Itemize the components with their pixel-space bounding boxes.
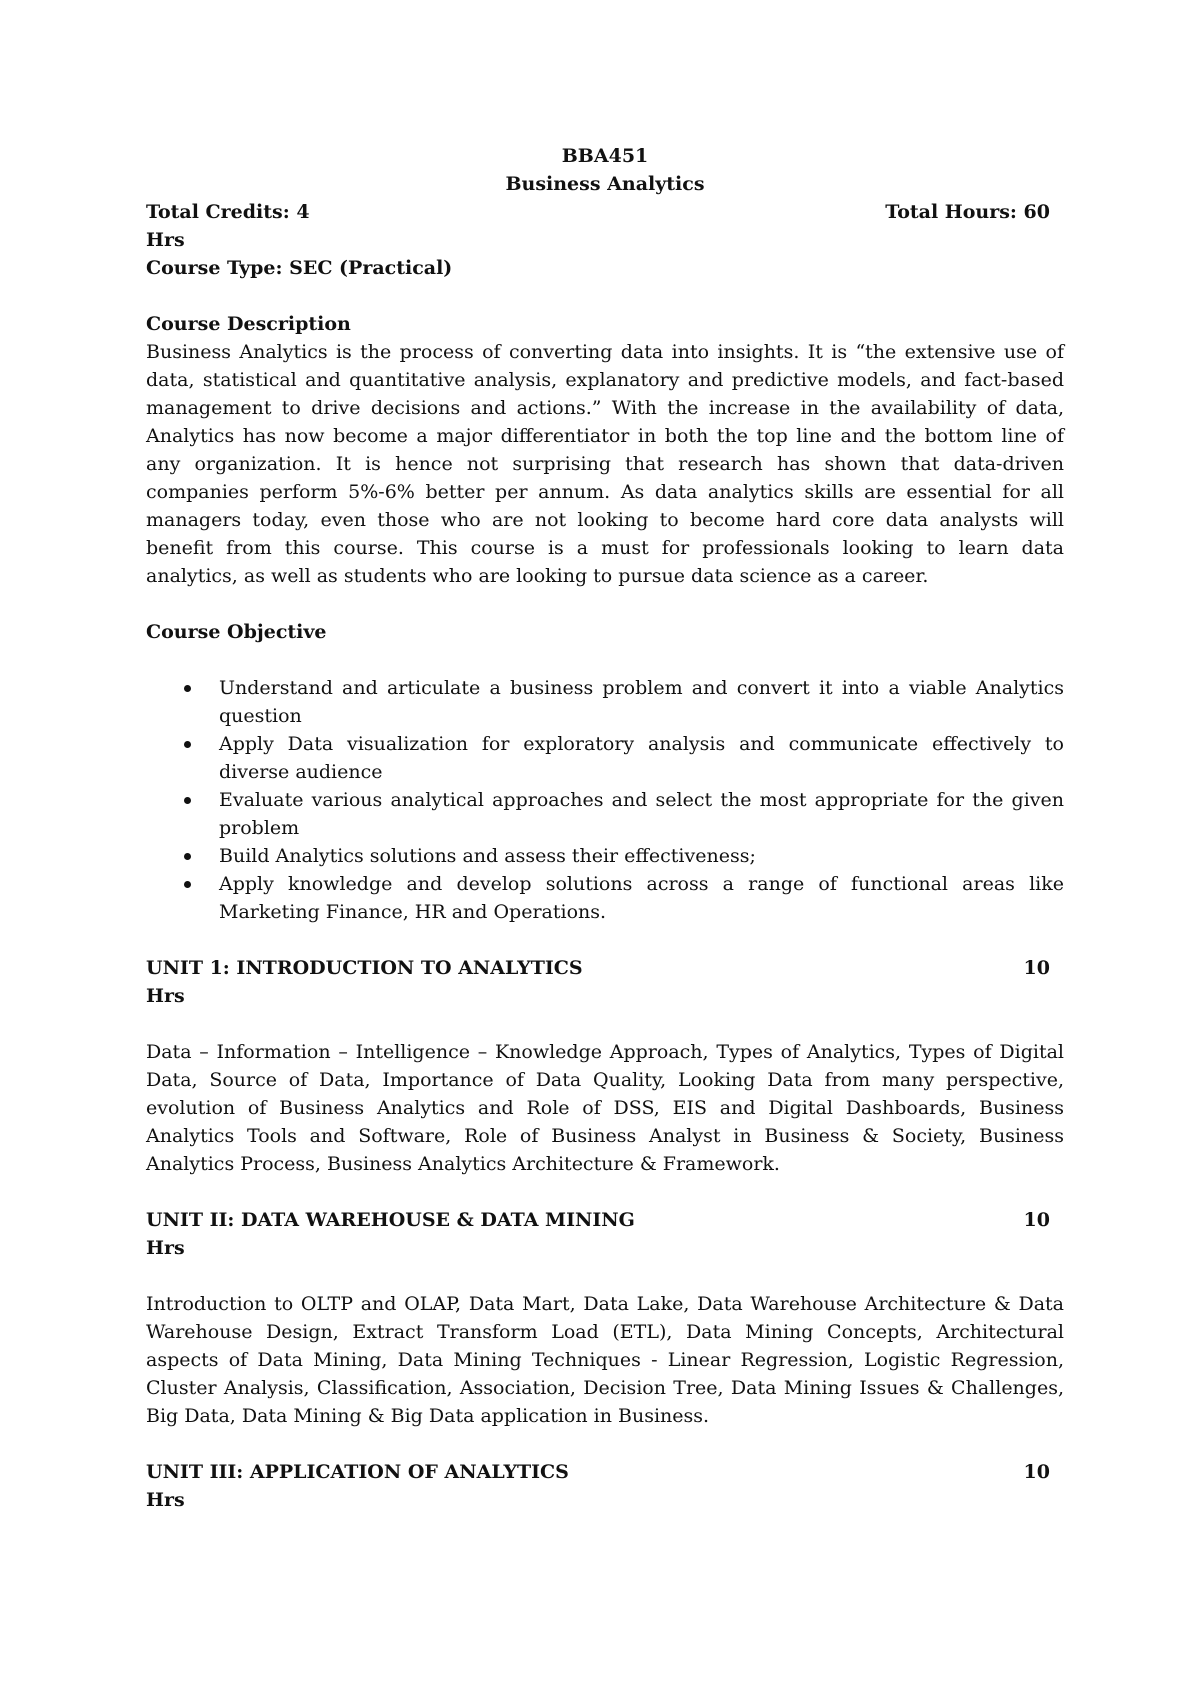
unit-3-title: UNIT III: APPLICATION OF ANALYTICS bbox=[146, 1461, 569, 1483]
unit-3-hours: 10 bbox=[1023, 1461, 1050, 1483]
unit-2-title: UNIT II: DATA WAREHOUSE & DATA MINING bbox=[146, 1209, 635, 1231]
list-item: Evaluate various analytical approaches and select the most appropriate for the given problem bbox=[146, 786, 1064, 842]
unit-1-hours: 10 bbox=[1023, 957, 1050, 979]
unit-2-text: Introduction to OLTP and OLAP, Data Mart, Data Lake, Data Warehouse Architecture & Data Warehouse Design, Extract Transform Load (ETL), Data Mining Concepts, Architectural aspects of Data Mining, Data Mining Techniques - Linear Regression, Logistic Regression, Cluster Analysis, Classification, Association, Decision Tree, Data Mining Issues & Challenges, Big Data, Data Mining & Big Data application in Business. bbox=[146, 1293, 1064, 1427]
total-credits: Total Credits: 4 bbox=[146, 201, 310, 223]
total-hours: Total Hours: 60 bbox=[885, 201, 1050, 223]
syllabus-page bbox=[146, 142, 1064, 1514]
bullet-icon bbox=[184, 853, 191, 860]
unit-1-title: UNIT 1: INTRODUCTION TO ANALYTICS bbox=[146, 957, 583, 979]
bullet-icon bbox=[184, 741, 191, 748]
course-objective-heading: Course Objective bbox=[146, 621, 327, 643]
course-objective-list bbox=[146, 674, 1064, 926]
course-title: Business Analytics bbox=[505, 173, 705, 195]
bullet-icon bbox=[184, 685, 191, 692]
list-item: Build Analytics solutions and assess their effectiveness; bbox=[146, 842, 1064, 870]
credits-hours-row bbox=[146, 198, 1064, 226]
unit-2-heading-row bbox=[146, 1206, 1064, 1234]
course-description-heading: Course Description bbox=[146, 313, 351, 335]
course-code: BBA451 bbox=[561, 145, 649, 167]
list-item: Apply knowledge and develop solutions across a range of functional areas like Marketing Finance, HR and Operations. bbox=[146, 870, 1064, 926]
unit-1-heading-row bbox=[146, 954, 1064, 982]
list-item: Understand and articulate a business problem and convert it into a viable Analytics question bbox=[146, 674, 1064, 730]
unit-2-hours: 10 bbox=[1023, 1209, 1050, 1231]
unit-3-hours-unit: Hrs bbox=[146, 1489, 185, 1511]
bullet-icon bbox=[184, 797, 191, 804]
total-hours-unit: Hrs bbox=[146, 229, 185, 251]
unit-1-hours-unit: Hrs bbox=[146, 985, 185, 1007]
unit-1-text: Data – Information – Intelligence – Knowledge Approach, Types of Analytics, Types of Digital Data, Source of Data, Importance of Data Quality, Looking Data from many perspective, evolution of Business Analytics and Role of DSS, EIS and Digital Dashboards, Business Analytics Tools and Software, Role of Business Analyst in Business & Society, Business Analytics Process, Business Analytics Architecture & Framework. bbox=[146, 1041, 1064, 1175]
course-type: Course Type: SEC (Practical) bbox=[146, 257, 453, 279]
list-item: Apply Data visualization for exploratory analysis and communicate effectively to diverse audience bbox=[146, 730, 1064, 786]
course-description-text: Business Analytics is the process of converting data into insights. It is “the extensive use of data, statistical and quantitative analysis, explanatory and predictive models, and fact-based management to drive decisions and actions.” With the increase in the availability of data, Analytics has now become a major differentiator in both the top line and the bottom line of any organization. It is hence not surprising that research has shown that data-driven companies perform 5%-6% better per annum. As data analytics skills are essential for all managers today, even those who are not looking to become hard core data analysts will benefit from this course. This course is a must for professionals looking to learn data analytics, as well as students who are looking to pursue data science as a career. bbox=[146, 341, 1064, 587]
unit-3-heading-row bbox=[146, 1458, 1064, 1486]
bullet-icon bbox=[184, 881, 191, 888]
unit-2-hours-unit: Hrs bbox=[146, 1237, 185, 1259]
